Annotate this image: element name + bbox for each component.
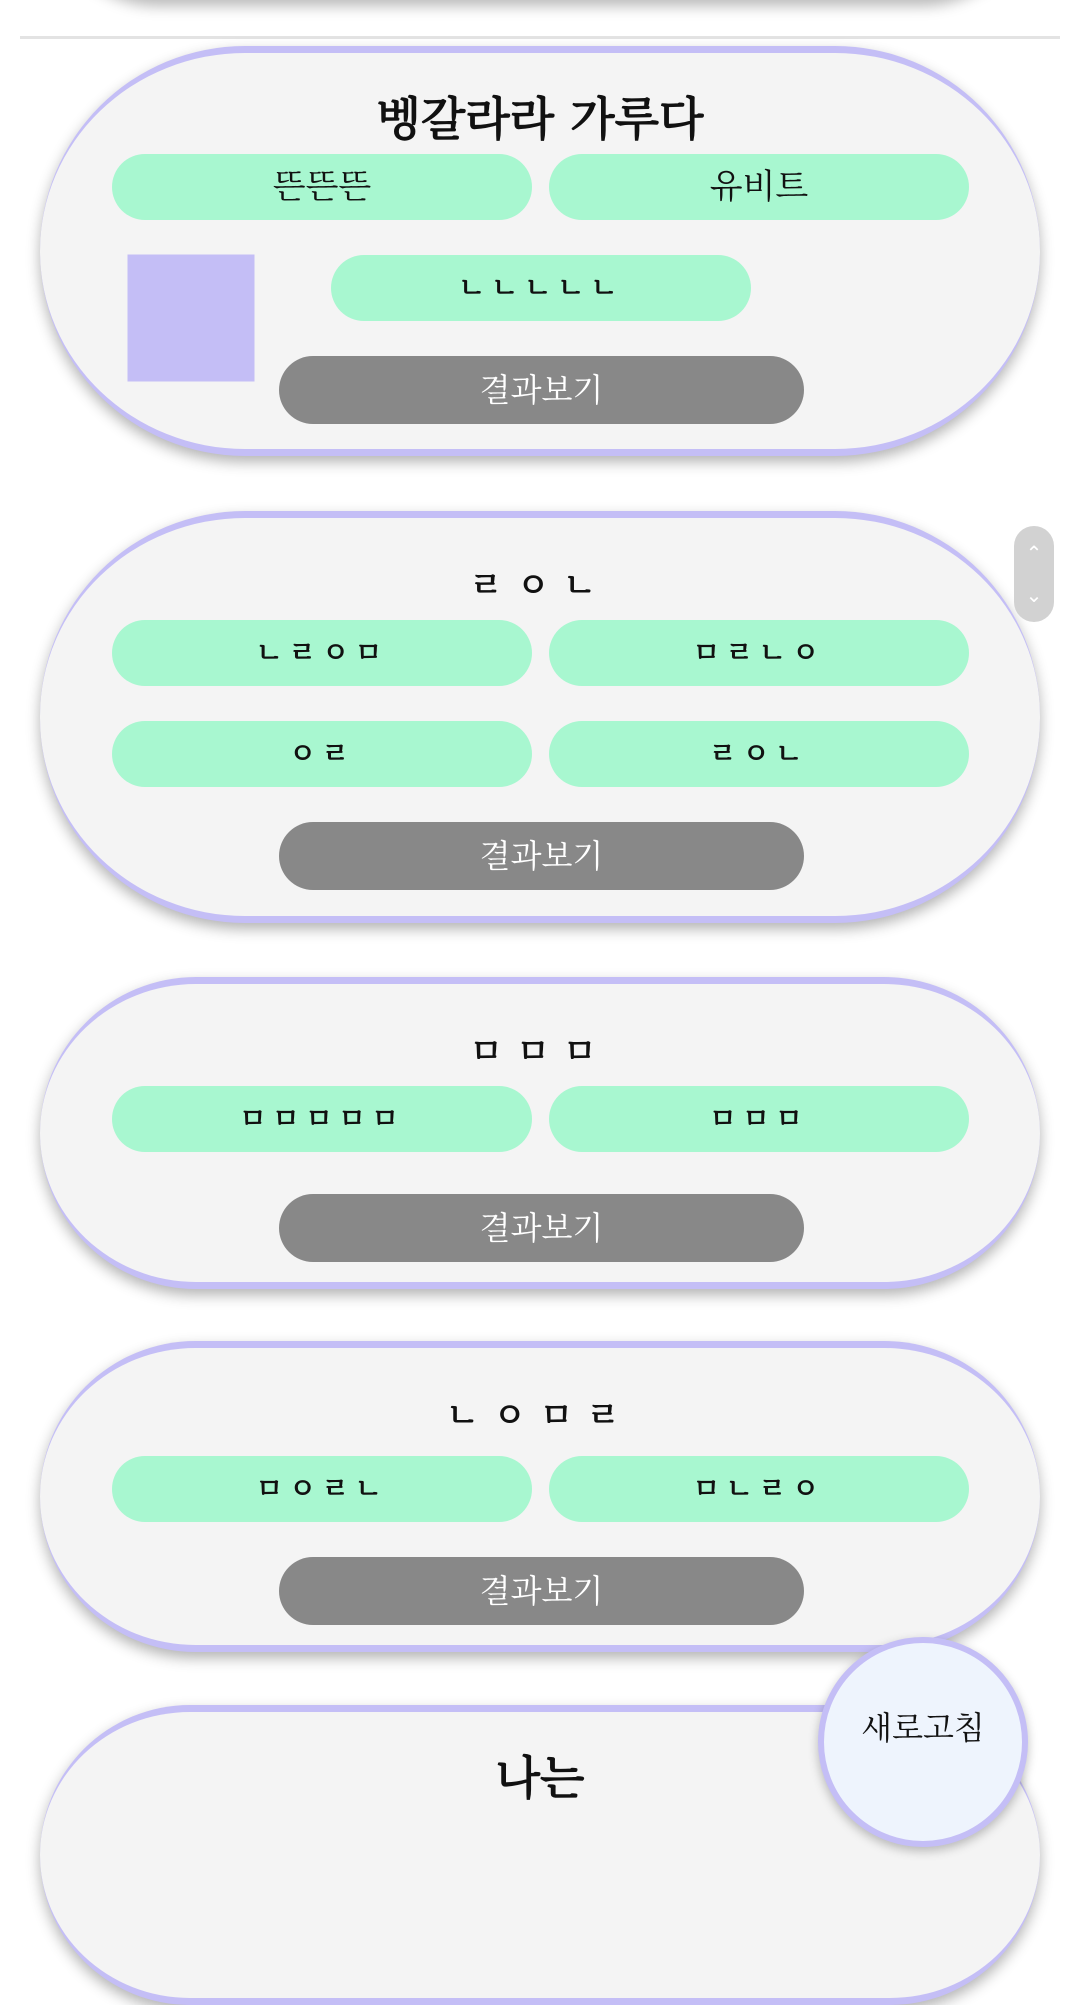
quiz-title: 벵갈라라 가루다 (376, 92, 704, 146)
refresh-button[interactable]: 새로고침 (818, 1637, 1028, 1847)
scroll-handle[interactable] (1014, 526, 1054, 622)
quiz-title: ㄹㅇㄴ (469, 566, 611, 606)
option-button[interactable]: ㄴㄹㅇㅁ (112, 620, 532, 686)
view-result-button[interactable]: 결과보기 (279, 1557, 804, 1625)
option-button[interactable]: ㅇㄹ (112, 721, 532, 787)
view-result-button[interactable]: 결과보기 (279, 1194, 804, 1262)
quiz-card (40, 977, 1040, 1289)
option-button[interactable]: ㅁㄹㄴㅇ (549, 620, 969, 686)
option-button[interactable]: ㅁㅁㅁㅁㅁ (112, 1086, 532, 1152)
option-button[interactable]: 뜬뜬뜬 (112, 154, 532, 220)
chevron-up-icon[interactable]: ⌃ (1025, 541, 1043, 565)
option-button[interactable]: ㅁㄴㄹㅇ (549, 1456, 969, 1522)
option-button[interactable]: ㅁㅇㄹㄴ (112, 1456, 532, 1522)
option-button[interactable]: ㅁㅁㅁ (549, 1086, 969, 1152)
option-button[interactable]: 유비트 (549, 154, 969, 220)
view-result-button[interactable]: 결과보기 (279, 356, 804, 424)
option-button[interactable]: ㄹㅇㄴ (549, 721, 969, 787)
quiz-title: 나는 (495, 1751, 585, 1805)
quiz-title: ㅁㅁㅁ (469, 1032, 611, 1072)
view-result-button[interactable]: 결과보기 (279, 822, 804, 890)
option-button[interactable]: ㄴㄴㄴㄴㄴ (331, 255, 751, 321)
page-divider (20, 36, 1060, 39)
quiz-card (40, 511, 1040, 923)
quiz-card (40, 46, 1040, 456)
chevron-down-icon[interactable]: ⌄ (1025, 583, 1043, 607)
quiz-card (40, 1341, 1040, 1652)
quiz-title: ㄴㅇㅁㄹ (446, 1396, 634, 1436)
